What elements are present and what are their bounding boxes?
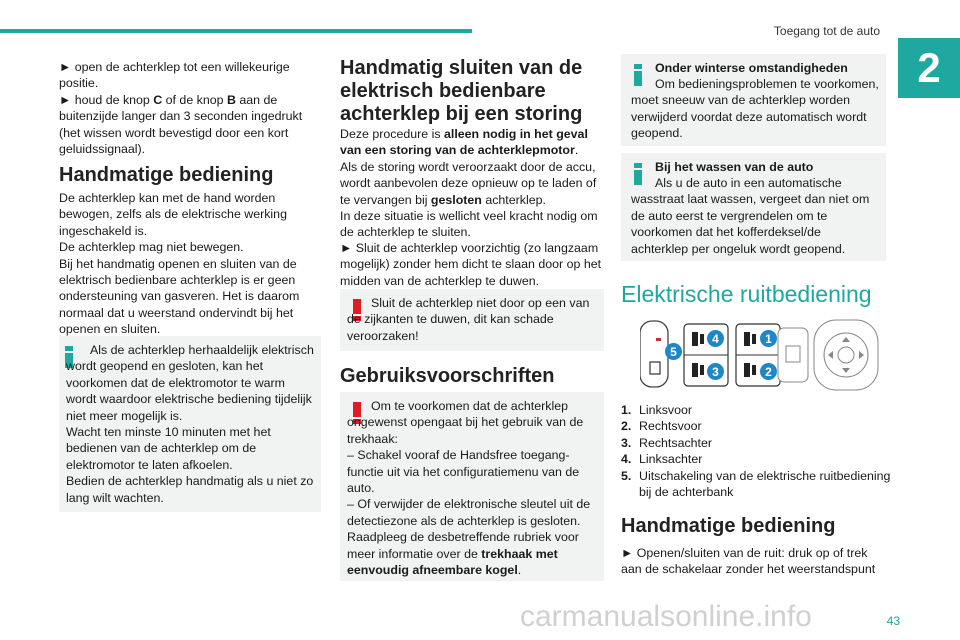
callout-3: 3	[707, 363, 724, 380]
heading-handmatige-bediening: Handmatige bediening	[59, 164, 274, 186]
callout-2: 2	[760, 363, 777, 380]
info-box-text: Als de achterklep herhaaldelijk elektrisch wordt geopend en gesloten, kan het voorkomen dat de elektromotor te warm wordt waardoor elektrische bediening tijdelijk niet meer mogelijk is. Wacht ten minste 10 minuten met het bedienen van de achterklep om de elektromotor te laten afkoelen. Bedien de achterklep handmatig als u niet zo lang wilt wachten.	[66, 343, 314, 505]
info-box-winter-body: Om bedieningsproblemen te voorkomen, moet sneeuw van de achterklep worden verwijderd voordat deze automatisch wordt geopend.	[631, 77, 879, 141]
heading-handmatige-bediening-2: Handmatige bediening	[621, 515, 836, 537]
col2-p2: Als de storing wordt veroorzaakt door de accu, wordt aanbevolen deze opnieuw op te laden of te vervangen bij gesloten achterklep.	[340, 160, 597, 207]
watermark: carmanualsonline.info	[520, 600, 812, 633]
heading-gebruiksvoorschriften: Gebruiksvoorschriften	[340, 365, 555, 387]
section-title: Toegang tot de auto	[773, 24, 880, 38]
intro-step-1: ► open de achterklep tot een willekeurige positie.	[59, 60, 290, 91]
info-box-overheat	[59, 336, 321, 512]
page-number: 43	[886, 614, 900, 628]
header-accent-bar	[0, 29, 472, 33]
window-switch-legend	[621, 402, 891, 500]
callout-5: 5	[665, 343, 682, 360]
legend-item: 1. Linksvoor	[621, 403, 693, 417]
info-box-carwash-body: Als u de auto in een automatische wasstraat laat wassen, vergeet dan niet om de auto eerst te vergrendelen om te voorkomen dat het kofferdeksel/de achterklep per ongeluk wordt geopend.	[631, 176, 870, 256]
legend-item: 5. Uitschakeling van de elektrische ruitbediening bij de achterbank	[621, 468, 891, 500]
intro-step-2: ► houd de knop C of de knop B aan de buitenzijde langer dan 3 seconden ingedrukt (het wissen wordt bevestigd door een kort geluidssignaal).	[59, 93, 303, 157]
col2-p1: Deze procedure is alleen nodig in het geval van een storing van de achterklepmotor.	[340, 127, 588, 158]
warning-box-text: Sluit de achterklep niet door op een van de zijkanten te duwen, dit kan schade veroorzaken!	[347, 296, 590, 343]
col2-p3: In deze situatie is wellicht veel kracht nodig om de achterklep te sluiten.	[340, 209, 598, 240]
callout-1: 1	[760, 330, 777, 347]
heading-handmatig-sluiten: Handmatig sluiten van de elektrisch bedienbare achterklep bij een storing	[340, 57, 583, 125]
legend-item: 4. Linksachter	[621, 452, 703, 467]
legend-item: 3. Rechtsachter	[621, 435, 713, 450]
warning-box-towbar-text: Om te voorkomen dat de achterklep ongewenst opengaat bij het gebruik van de trekhaak: – Schakel vooraf de Handsfree toegang-functie uit via het configuratiemenu van de auto. – Of verwijder de elektronische sleutel uit de detectiezone als de achterklep is gesloten. Raadpleeg de desbetreffende rubriek voor meer informatie over de trekhaak met eenvoudig afneembare kogel.	[347, 399, 591, 578]
warning-box-towbar	[340, 392, 604, 581]
chapter-number: 2	[898, 38, 960, 98]
info-box-carwash-title: Bij het wassen van de auto	[655, 160, 814, 174]
info-box-winter-title: Onder winterse omstandigheden	[655, 61, 848, 75]
col2-p4: ► Sluit de achterklep voorzichtig (zo langzaam mogelijk) zonder hem dicht te slaan door op het midden van de achterklep te duwen.	[340, 241, 602, 288]
warning-box-sides	[340, 289, 604, 351]
col3-body2: ► Openen/sluiten van de ruit: druk op of trek aan de schakelaar zonder het weerstandspunt	[621, 546, 876, 577]
heading-elektrische-ruitbediening: Elektrische ruitbediening	[621, 281, 872, 307]
info-box-carwash	[621, 153, 886, 261]
callout-4: 4	[707, 330, 724, 347]
col1-body: De achterklep kan met de hand worden bewogen, zelfs als de elektrische werking ingeschakeld is. De achterklep mag niet bewegen. Bij het handmatig openen en sluiten van de elektrisch bedienbare achterklep is er geen ondersteuning van gasveren. Het is daarom normaal dat u weerstand ondervindt bij het openen en sluiten.	[59, 191, 300, 337]
legend-item: 2. Rechtsvoor	[621, 419, 702, 434]
info-box-winter	[621, 54, 886, 146]
